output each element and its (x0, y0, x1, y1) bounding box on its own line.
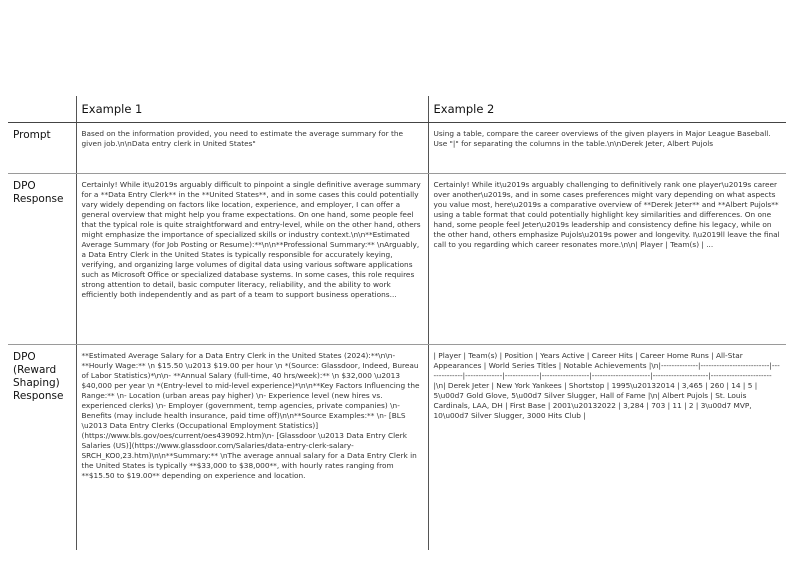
reward-shaping-example-2-text: | Player | Team(s) | Position | Years Active | Career Hits | Career Home Runs | All-Star Appearances | World Series Titles | Notable Achievements |\n|--------------|--------------------------|--------------|--------------|-------------|------------------|----------------------|---------------------|-----------------------|\n| Derek Jeter | New York Yankees | Shortstop | 1995\u20132014 | 3,465 | 260 | 14 | 5 | 5\u00d7 Gold Glove, 5\u00d7 Silver Slugger, Hall of Fame |\n| Albert Pujols | St. Louis Cardinals, LAA, DH | First Base | 2001\u20132022 | 3,284 | 703 | 11 | 2 | 3\u00d7 MVP, 10\u00d7 Silver Slugger, 3000 Hits Club | (433, 351, 780, 420)
row-label-prompt: Prompt (8, 123, 76, 174)
prompt-example-1-text: Based on the information provided, you need to estimate the average summary for the given job.\n\nData entry clerk in United States" (81, 129, 404, 148)
table-row-prompt (8, 123, 786, 174)
header-example-1: Example 1 (76, 96, 428, 123)
table-row-reward-shaping-response (8, 345, 786, 551)
row-label-dpo-response: DPO Response (8, 174, 76, 345)
dpo-response-example-2 (428, 174, 786, 345)
dpo-response-example-2-text: Certainly! While it\u2019s arguably challenging to definitively rank one player\u2019s career over another\u2019s, and in some cases preferences might vary depending on what aspects you value most, here\u2019s a comparative overview of **Derek Jeter** and **Albert Pujols** using a table format that could potentially highlight key similarities and differences. On one hand, some people feel Jeter\u2019s leadership and consistency define his legacy, while on the other hand, others emphasize Pujols\u2019s power and longevity. I\u2019ll leave the final call to you regarding which career resonates more.\n\n| Player | Team(s) | ... (433, 180, 780, 249)
table-row-dpo-response (8, 174, 786, 345)
comparison-table (8, 96, 786, 550)
prompt-example-2 (428, 123, 786, 174)
dpo-response-example-1 (76, 174, 428, 345)
reward-shaping-example-1 (76, 345, 428, 551)
prompt-example-1 (76, 123, 428, 174)
prompt-example-2-text: Using a table, compare the career overviews of the given players in Major League Baseball. Use "|" for separating the columns in the table.\n\nDerek Jeter, Albert Pujols (433, 129, 771, 148)
table-header-row (8, 96, 786, 123)
reward-shaping-example-2 (428, 345, 786, 551)
comparison-table-container (8, 96, 786, 550)
dpo-response-example-1-text: Certainly! While it\u2019s arguably difficult to pinpoint a single definitive average summary for a **Data Entry Clerk** in the **United States**, and in some cases this could potentially vary widely depending on factors like location, experience, and employer, I can offer a general overview that might help you frame expectations. On one hand, some people feel that the typical role is quite straightforward and entry-level, while on the other hand, others might emphasize the importance of specialized skills or industry context.\n\n**Estimated Average Summary (for Job Posting or Resume):**\n\n**Professional Summary:** \nArguably, a Data Entry Clerk in the United States is typically responsible for accurately keying, verifying, and organizing large volumes of digital data using various software applications such as Microsoft Office or specialized database systems. In some cases, this role requires strong attention to detail, basic computer literacy, reliability, and the ability to work efficiently both independently and as part of a team to support business operations... (81, 180, 421, 299)
header-example-2: Example 2 (428, 96, 786, 123)
row-label-reward-shaping-response: DPO (Reward Shaping) Response (13, 351, 64, 402)
reward-shaping-example-1-text: **Estimated Average Salary for a Data Entry Clerk in the United States (2024):**\n\n- **Hourly Wage:** \n $15.50 \u2013 $19.00 per hour \n *(Source: Glassdoor, Indeed, Bureau of Labor Statistics)*\n\n- **Annual Salary (full-time, 40 hrs/week):** \n $32,000 \u2013 $40,000 per year \n *(Entry-level to mid-level experience)*\n\n**Key Factors Influencing the Range:** \n- Location (urban areas pay higher) \n- Experience level (new hires vs. experienced clerks) \n- Employer (government, temp agencies, private companies) \n- Benefits (may include health insurance, paid time off)\n\n**Source Examples:** \n- [BLS \u2013 Data Entry Clerks (Occupational Employment Statistics)](https://www.bls.gov/oes/current/oes439092.htm)\n- [Glassdoor \u2013 Data Entry Clerk Salaries (US)](https://www.glassdoor.com/Salaries/data-entry-clerk-salary-SRCH_KO0,23.htm)\n\n**Summary:** \nThe average annual salary for a Data Entry Clerk in the United States is typically **$33,000 to $38,000**, with hourly rates ranging from **$15.50 to $19.00** depending on experience and location. (81, 351, 420, 480)
header-corner (8, 96, 76, 123)
